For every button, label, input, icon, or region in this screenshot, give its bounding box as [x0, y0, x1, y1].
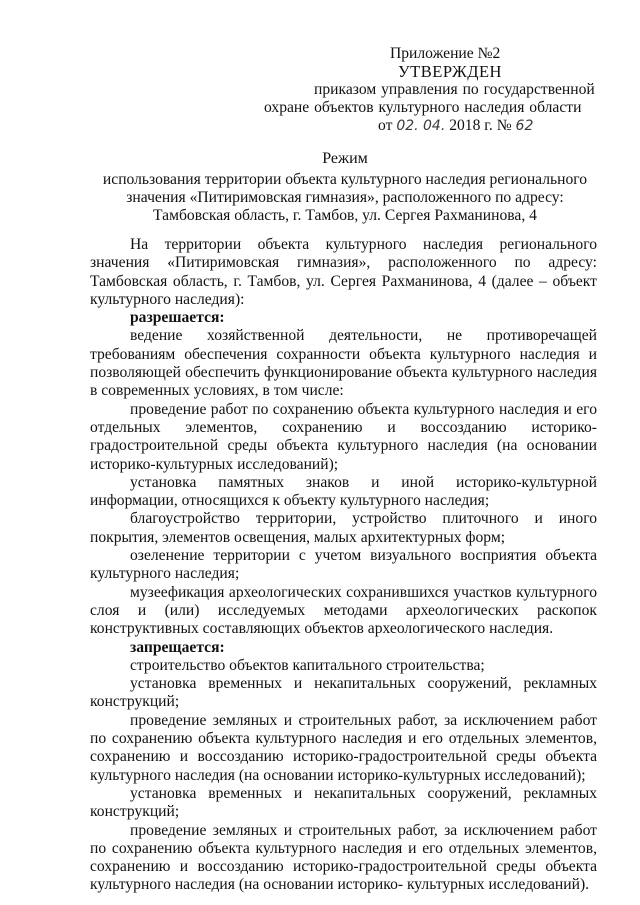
forbidden-item: строительство объектов капитального строительства; [130, 656, 485, 674]
forbidden-item: установка временных и некапитальных сооружений, рекламных конструкций; [90, 784, 597, 821]
date-line [378, 117, 598, 135]
appendix-label: Приложение №2 [390, 45, 501, 62]
allowed-item: ведение хозяйственной деятельности, не противоречащей требованиям обеспечения сохранности объекта культурного наследия и позволяющей обеспечить функционирование объекта культурного наследия в современных условиях, в том числе: [90, 327, 597, 400]
handwritten-date: 02. 04. [396, 118, 446, 134]
intro-paragraph: На территории объекта культурного наследия регионального значения «Питиримовская гимназия», расположенного по адресу: Тамбовская область, г. Тамбов, ул. Сергея Рахманинова, 4 (далее – объект культурного наследия): [90, 236, 597, 308]
authority-line: охране объектов культурного наследия области [264, 99, 582, 116]
allowed-item: озеленение территории с учетом визуального восприятия объекта культурного наследия; [90, 547, 597, 583]
title-heading: Режим [322, 150, 368, 167]
year: 2018 г. [449, 117, 493, 134]
handwritten-number: 62 [515, 118, 534, 134]
approved-label: УТВЕРЖДЕН [398, 62, 502, 81]
approval-block [258, 45, 598, 135]
forbidden-item: проведение земляных и строительных работ, за исключением работ по сохранению объекта культурного наследия и его отдельных элементов, сохранению и воссозданию историко-градостроительной среды объекта культурного наследия (на основании историко-культурных исследований); [90, 711, 597, 784]
document-title [80, 150, 610, 225]
forbidden-item: установка временных и некапитальных сооружений, рекламных конструкций; [90, 675, 597, 711]
allowed-item: проведение работ по сохранению объекта культурного наследия и его отдельных элементов, сохранению и воссозданию историко-градостроительной среды объекта культурного наследия (на основании историко-культурных исследований); [90, 400, 597, 473]
forbidden-item: проведение земляных и строительных работ, за исключением работ по сохранению объекта культурного наследия и его отдельных элементов, сохранению и воссозданию историко-градостроительной среды объекта культурного наследия (на основании историко- культурных исследований). [90, 821, 597, 894]
document-body [90, 236, 597, 895]
allowed-item: музеефикация археологических сохранившихся участков культурного слоя и (или) исследуемых методами археологических раскопок конструктивных составляющих объектов археологического наследия. [90, 583, 597, 638]
forbidden-heading: запрещается: [130, 638, 225, 656]
allowed-heading: разрешается: [130, 309, 225, 327]
title-line-2: значения «Питиримовская гимназия», расположенного по адресу: [126, 189, 564, 206]
date-prefix: от [378, 117, 393, 134]
title-line-1: использования территории объекта культурного наследия регионального [102, 171, 588, 188]
title-line-3: Тамбовская область, г. Тамбов, ул. Сергея Рахманинова, 4 [153, 207, 537, 224]
number-prefix: № [496, 117, 512, 134]
allowed-item: установка памятных знаков и иной историко-культурной информации, относящихся к объекту культурного наследия; [90, 473, 597, 510]
order-line: приказом управления по государственной [314, 81, 595, 98]
allowed-item: благоустройство территории, устройство плиточного и иного покрытия, элементов освещения, малых архитектурных форм; [90, 510, 597, 546]
